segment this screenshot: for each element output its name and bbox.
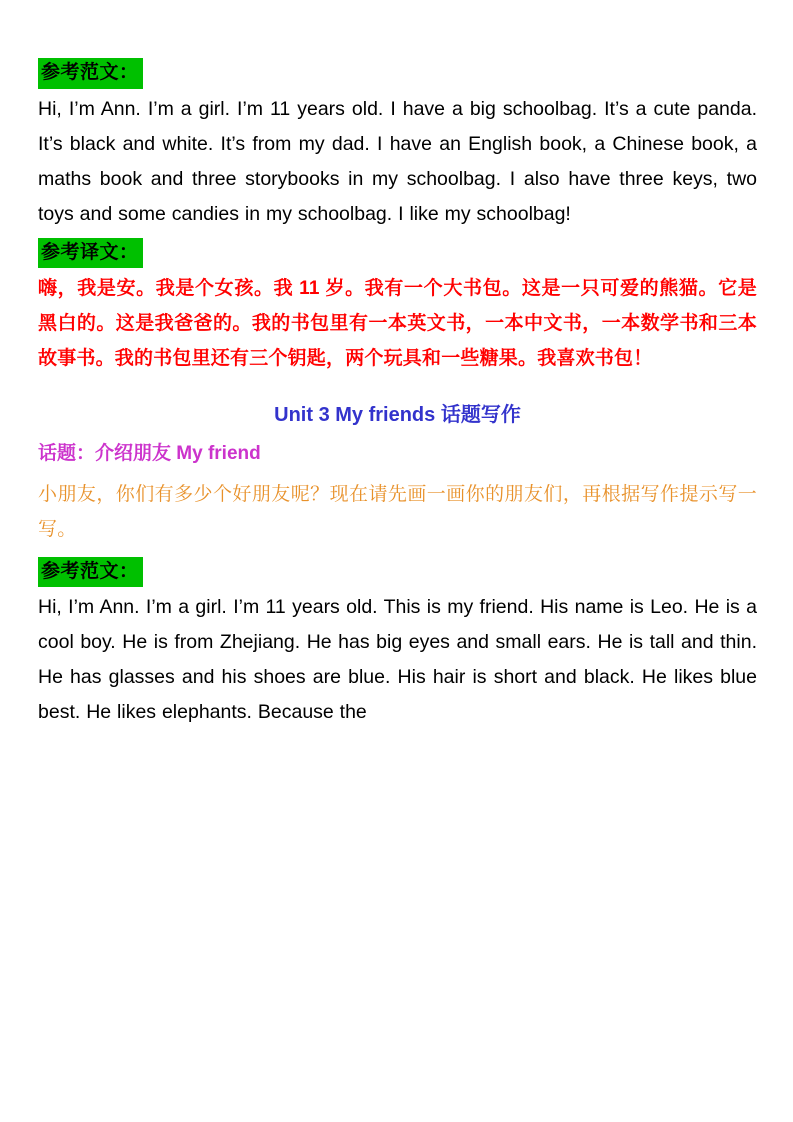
spacer bbox=[38, 469, 757, 477]
writing-prompt: 小朋友，你们有多少个好朋友呢？现在请先画一画你的朋友们，再根据写作提示写一写。 bbox=[38, 483, 757, 540]
spacer bbox=[38, 376, 757, 400]
reference-translation-label: 参考译文： bbox=[38, 238, 143, 269]
spacer bbox=[38, 547, 757, 557]
reference-essay-heading-1 bbox=[38, 58, 757, 89]
reference-essay-label-1: 参考范文： bbox=[38, 58, 143, 89]
reference-translation-body: 嗨，我是安。我是个女孩。我 11 岁。我有一个大书包。这是一只可爱的熊猫。它是黑白的。这是我爸爸的。我的书包里有一本英文书，一本中文书，一本数学书和三本故事书。我的书包里还有三个钥匙，两个玩具和一些糖果。我喜欢书包！ bbox=[38, 278, 757, 370]
reference-essay-body-1: Hi, I’m Ann. I’m a girl. I’m 11 years old. I have a big schoolbag. It’s a cute panda. It’s black and white. It’s from my dad. I have an English book, a Chinese book, a maths book and three storybooks in my schoolbag. I also have three keys, two toys and some candies in my schoolbag. I like my schoolbag! bbox=[38, 97, 757, 225]
topic-line: 话题：介绍朋友 My friend bbox=[38, 443, 261, 465]
spacer bbox=[38, 430, 757, 440]
reference-essay-label-2: 参考范文： bbox=[38, 557, 143, 588]
reference-essay-heading-2 bbox=[38, 557, 757, 588]
reference-essay-body-2: Hi, I’m Ann. I’m a girl. I’m 11 years old. This is my friend. His name is Leo. He is a cool boy. He is from Zhejiang. He has big eyes and small ears. He is tall and thin. He has glasses and his shoes are blue. His hair is short and black. He likes blue best. He likes elephants. Because the bbox=[38, 596, 757, 724]
unit-title: Unit 3 My friends 话题写作 bbox=[274, 404, 521, 427]
reference-translation-heading bbox=[38, 238, 757, 269]
